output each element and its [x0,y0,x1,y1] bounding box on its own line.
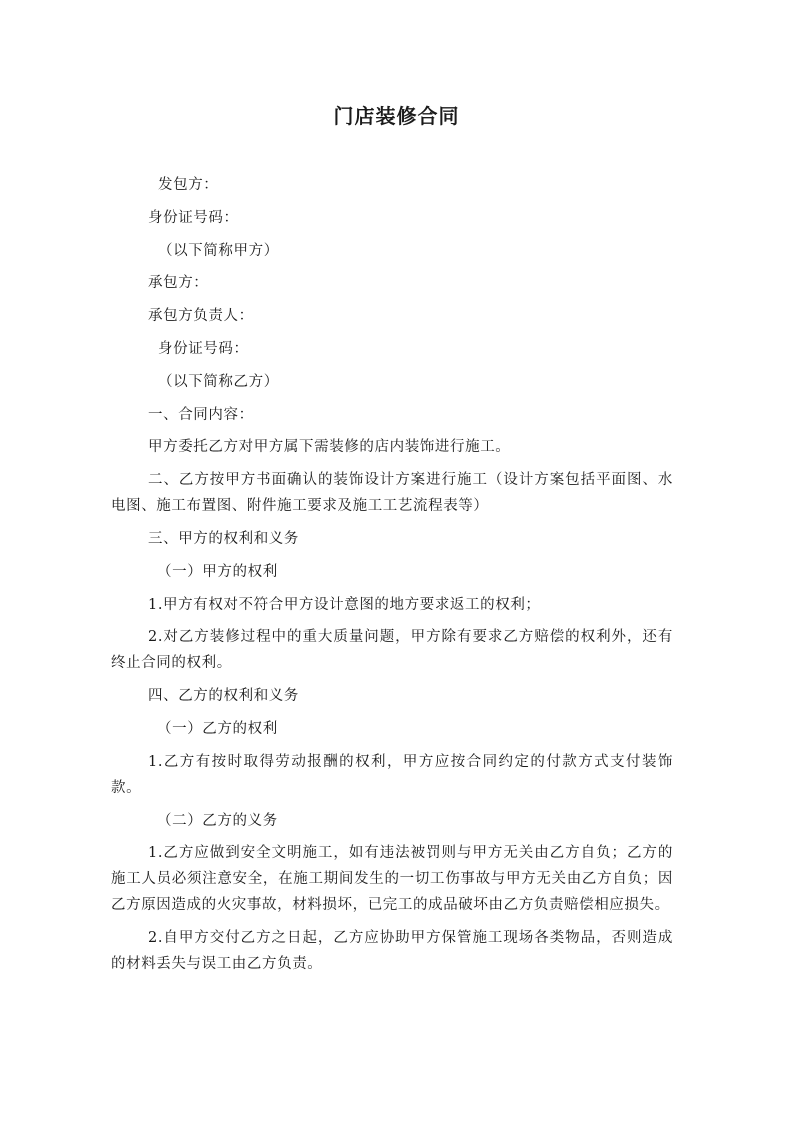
paragraph-party-a-right-1: 1.甲方有权对不符合甲方设计意图的地方要求返工的权利； [148,596,541,613]
heading-contract-content: 一、合同内容： [148,406,254,423]
document-body [111,172,673,984]
document-title: 门店装修合同 [333,104,460,128]
paragraph-id-number-b: 身份证号码： [158,340,249,357]
paragraph-party-b-duty-1: 1.乙方应做到安全文明施工，如有违法被罚则与甲方无关由乙方自负；乙方的施工人员必须注意安全，在施工期间发生的一切工伤事故与甲方无关由乙方自负；因乙方原因造成的火灾事故，材料损坏，已完工的成品破坏由乙方负责赔偿相应损失。 [111,845,673,914]
paragraph-id-number-a: 身份证号码： [148,209,239,226]
paragraph-party-b-duty-2: 2.自甲方交付乙方之日起，乙方应协助甲方保管施工现场各类物品，否则造成的材料丢失与误工由乙方负责。 [111,930,673,973]
heading-party-a-rights-duties: 三、甲方的权利和义务 [148,530,299,547]
paragraph-party-a-right-2: 2.对乙方装修过程中的重大质量问题，甲方除有要求乙方赔偿的权利外，还有终止合同的权利。 [111,629,673,672]
paragraph-party-b-alias: （以下简称乙方） [158,373,279,390]
paragraph-commission: 甲方委托乙方对甲方属下需装修的店内装饰进行施工。 [148,439,511,456]
subheading-party-a-rights: （一）甲方的权利 [157,563,278,580]
paragraph-party-b-right-1: 1.乙方有按时取得劳动报酬的权利，甲方应按合同约定的付款方式支付装饰款。 [111,753,673,796]
paragraph-contractor-lead: 承包方负责人： [148,308,254,325]
subheading-party-b-duties: （二）乙方的义务 [157,812,278,829]
paragraph-design-plan: 二、乙方按甲方书面确认的装饰设计方案进行施工（设计方案包括平面图、水电图、施工布置图、附件施工要求及施工工艺流程表等） [111,472,673,515]
paragraph-contractor: 承包方： [148,275,209,292]
subheading-party-b-rights: （一）乙方的权利 [157,720,278,737]
paragraph-party-a-alias: （以下简称甲方） [158,242,279,259]
paragraph-contractor-employer: 发包方： [158,177,219,193]
heading-party-b-rights-duties: 四、乙方的权利和义务 [148,688,299,705]
